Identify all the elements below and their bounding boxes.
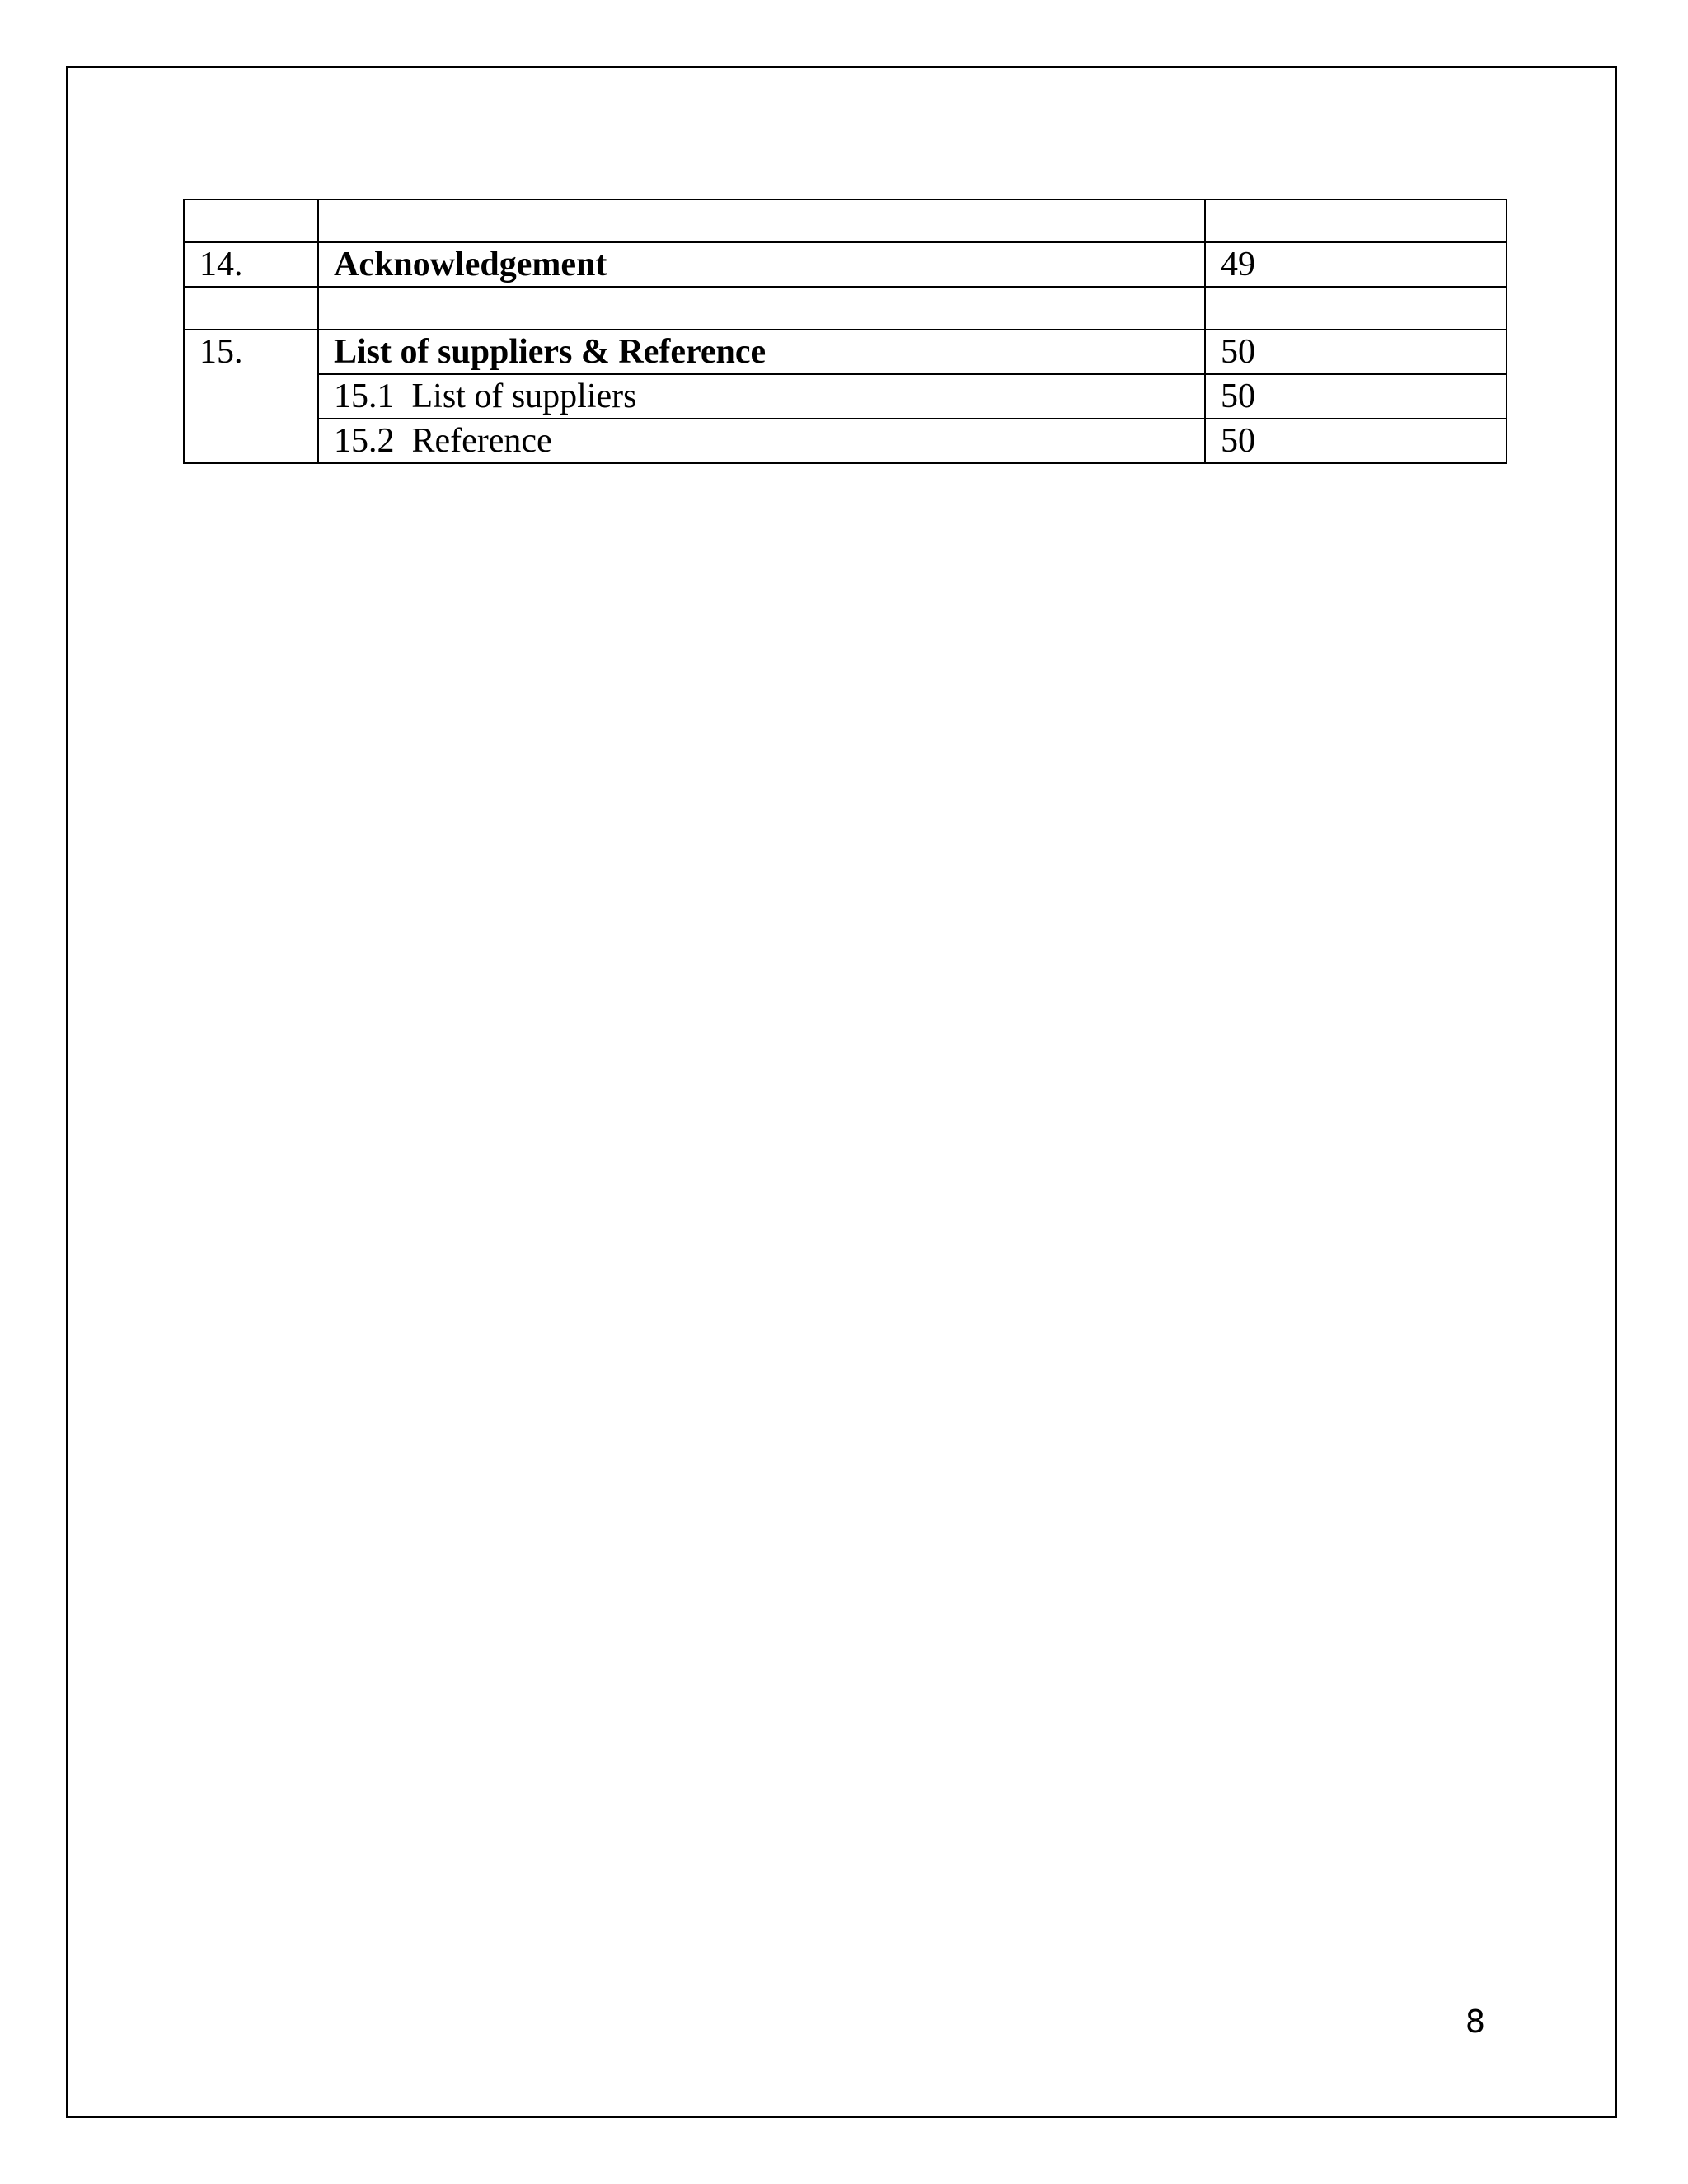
table-row	[184, 199, 1507, 242]
table-row	[184, 242, 1507, 287]
toc-page-cell: 50	[1205, 330, 1507, 374]
toc-page-cell	[1205, 287, 1507, 330]
page-number: 8	[1465, 2004, 1486, 2040]
table-row	[184, 374, 1507, 419]
toc-subtitle-cell: 15.1 List of suppliers	[318, 374, 1205, 419]
toc-number-cell	[184, 199, 318, 242]
table-of-contents	[183, 199, 1507, 464]
toc-title-cell: Acknowledgement	[318, 242, 1205, 287]
toc-number-cell: 15.	[184, 330, 318, 463]
toc-number-cell	[184, 287, 318, 330]
table-row	[184, 287, 1507, 330]
table-row	[184, 330, 1507, 374]
toc-title-cell	[318, 287, 1205, 330]
toc-title-cell: List of suppliers & Reference	[318, 330, 1205, 374]
toc-number-cell: 14.	[184, 242, 318, 287]
table-row	[184, 419, 1507, 463]
toc-page-cell: 50	[1205, 374, 1507, 419]
toc-page-cell: 50	[1205, 419, 1507, 463]
toc-title-cell	[318, 199, 1205, 242]
toc-page-cell	[1205, 199, 1507, 242]
toc-subtitle-cell: 15.2 Reference	[318, 419, 1205, 463]
toc-page-cell: 49	[1205, 242, 1507, 287]
